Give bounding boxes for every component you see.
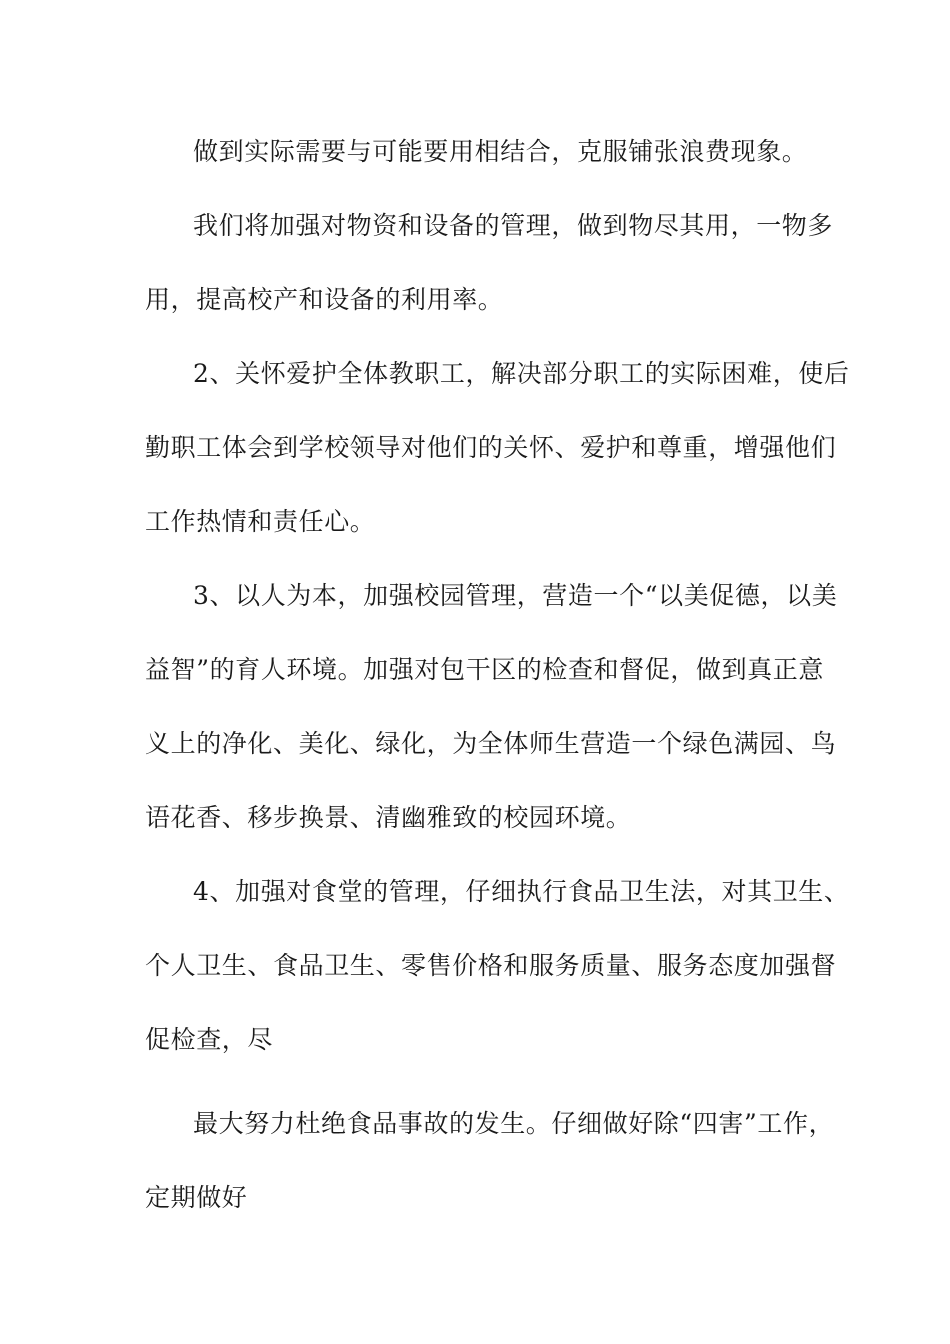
paragraph-line: 义上的净化、美化、绿化，为全体师生营造一个绿色满园、鸟: [145, 729, 837, 758]
paragraph-line: 我们将加强对物资和设备的管理，做到物尽其用，一物多: [193, 211, 834, 240]
paragraph-line: 4、加强对食堂的管理，仔细执行食品卫生法，对其卫生、: [193, 877, 850, 906]
paragraph-line: 用，提高校产和设备的利用率。: [145, 285, 504, 314]
paragraph-line: 个人卫生、食品卫生、零售价格和服务质量、服务态度加强督: [145, 951, 837, 980]
paragraph-line: 语花香、移步换景、清幽雅致的校园环境。: [145, 803, 632, 832]
paragraph-line: 定期做好: [145, 1183, 248, 1212]
paragraph-line: 做到实际需要与可能要用相结合，克服铺张浪费现象。: [193, 137, 808, 166]
paragraph-line: 3、以人为本，加强校园管理，营造一个“以美促德，以美: [193, 581, 838, 610]
paragraph-line: 益智”的育人环境。加强对包干区的检查和督促，做到真正意: [145, 655, 824, 684]
paragraph-line: 工作热情和责任心。: [145, 507, 376, 536]
paragraph-line: 最大努力杜绝食品事故的发生。仔细做好除“四害”工作，: [193, 1109, 835, 1138]
paragraph-line: 勤职工体会到学校领导对他们的关怀、爱护和尊重，增强他们: [145, 433, 837, 462]
paragraph-line: 促检查，尽: [145, 1025, 274, 1054]
paragraph-line: 2、关怀爱护全体教职工，解决部分职工的实际困难，使后: [193, 359, 850, 388]
